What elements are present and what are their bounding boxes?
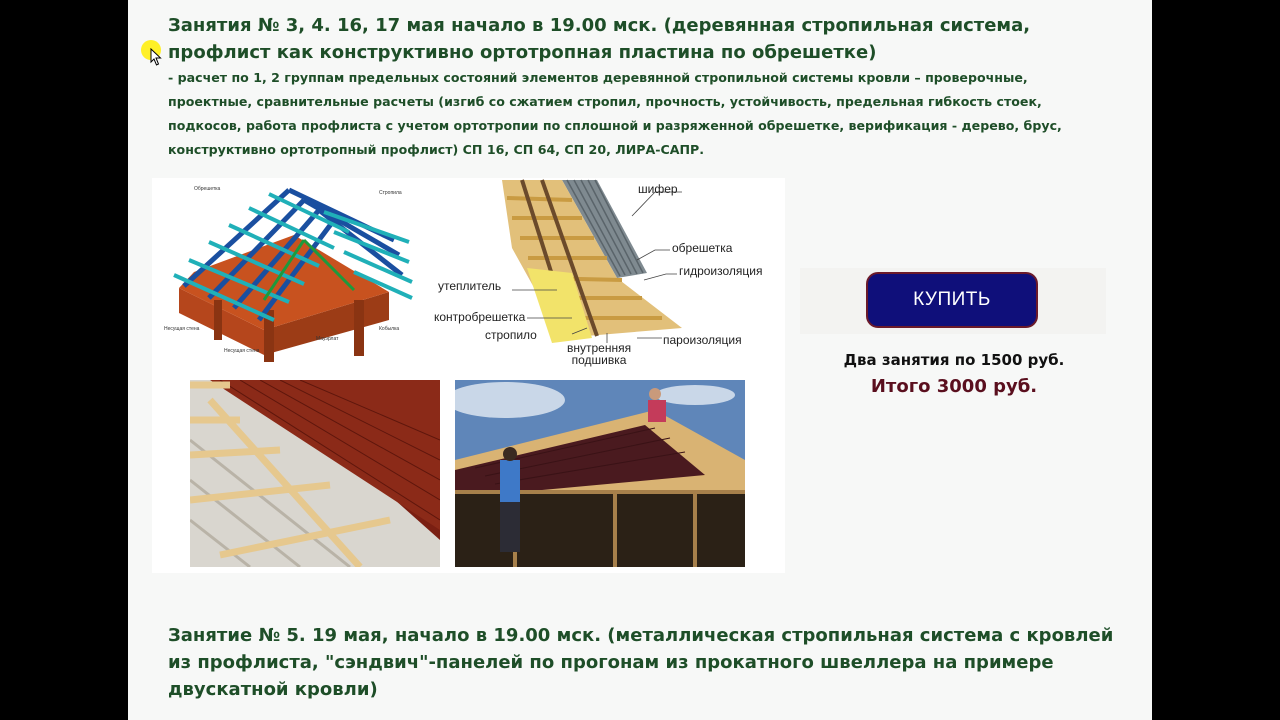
svg-text:Мауэрлат: Мауэрлат [316,336,339,342]
label-uteplitel: утеплитель [438,279,502,293]
buy-button[interactable]: КУПИТЬ [866,272,1038,328]
truss-system-diagram [154,180,434,366]
roof-layers-diagram [422,178,785,374]
total-price: Итого 3000 руб. [870,376,1038,397]
roof-illustrations [152,178,785,573]
label-shifer: шифер [638,182,678,196]
label-obreshetka: обрешетка [672,241,733,255]
svg-text:Несущая стена: Несущая стена [164,326,200,332]
label-kontrobreshetka: контробрешетка [434,310,526,324]
svg-text:Кобылка: Кобылка [379,326,400,332]
label-gidroizolyatsiya: гидроизоляция [679,264,763,278]
profile-sheet-photo [190,380,440,567]
lesson-5-title: Занятие № 5. 19 мая, начало в 19.00 мск. (металлическая стропильная система с кровлей из профлиста, "сэндвич"-панелей по прогонам из прокатного швеллера на примере двускатной кровли) [168,625,1114,700]
label-paroizolyatsiya: пароизоляция [663,333,742,347]
content-page [128,0,1152,720]
lesson-3-4-title: Занятия № 3, 4. 16, 17 мая начало в 19.00 мск. (деревянная стропильная система, профлист как конструктивно ортотропная пластина по обрешетке) [168,15,1031,63]
label-vnutrennyaya-podshivka: внутренняя подшивка [567,341,632,367]
price-per-lesson: Два занятия по 1500 руб. [843,351,1065,369]
lesson-3-4-description: - расчет по 1, 2 группам предельных состояний элементов деревянной стропильной системы кровли – проверочные, проектные, сравнительные расчеты (изгиб со сжатием стропил, прочность, устойчивость, предельная гибкость стоек, подкосов, работа профлиста с учетом ортотропии по сплошной и разряженной обрешетке, верификация - дерево, брус, конструктивно ортотропный профлист) СП 16, СП 64, СП 20, ЛИРА-САПР. [168,70,1062,157]
svg-text:Несущая стена: Несущая стена [224,348,260,354]
mouse-cursor-icon [150,48,162,66]
workers-roofing-photo [455,380,745,567]
svg-text:Обрешетка: Обрешетка [194,186,221,192]
svg-text:Стропила: Стропила [379,190,402,196]
label-stropilo: стропило [485,328,537,342]
